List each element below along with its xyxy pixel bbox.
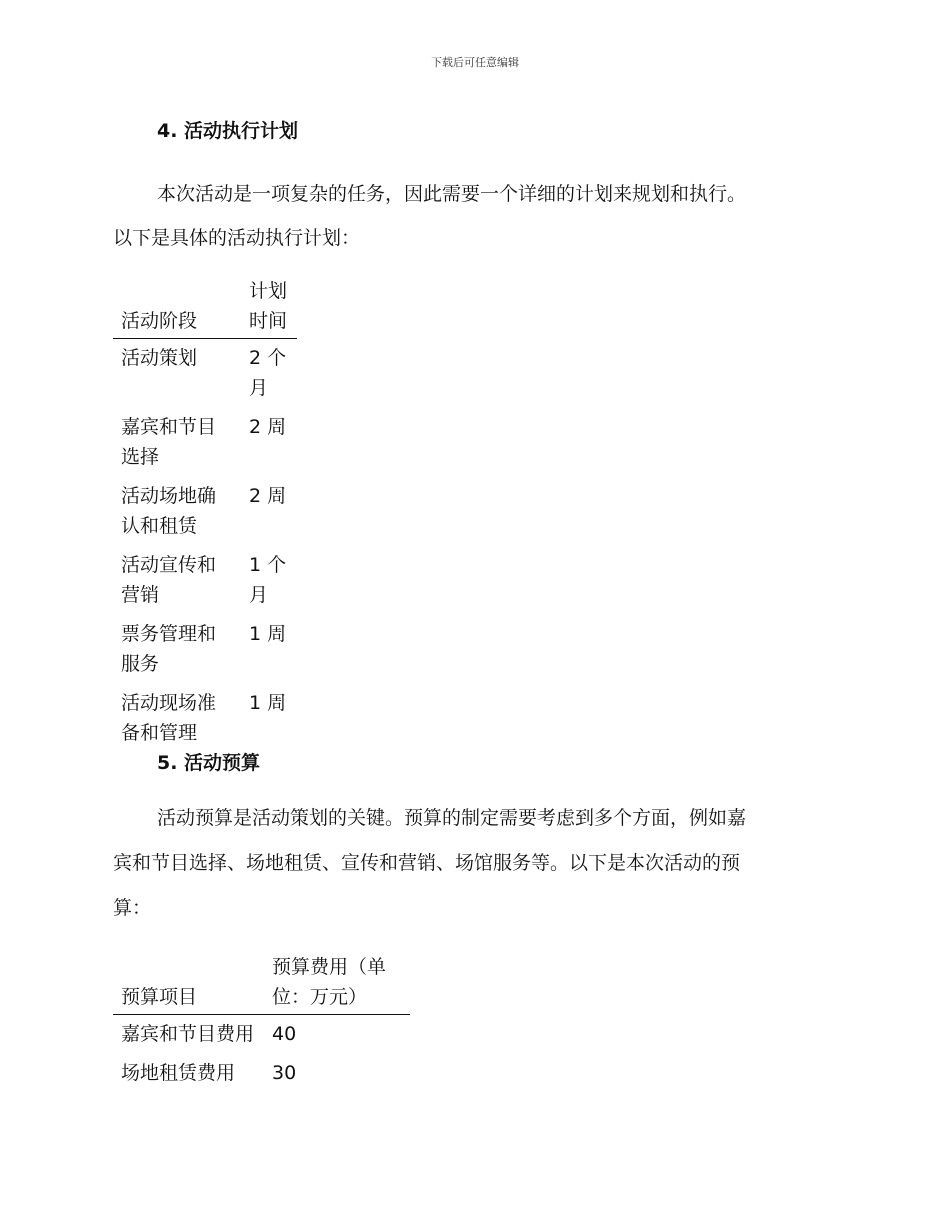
section-5-intro-line-3: 算：	[113, 897, 152, 919]
plan-time-cell: 1 个月	[249, 554, 287, 606]
table-row	[113, 615, 297, 684]
plan-stage-cell: 活动宣传和营销	[121, 554, 217, 606]
budget-table	[113, 952, 410, 1093]
plan-stage-cell: 活动策划	[121, 347, 198, 369]
budget-table-header-cost: 预算费用（单位：万元）	[264, 952, 410, 1015]
plan-table-header-stage: 活动阶段	[113, 276, 241, 339]
plan-stage-cell: 票务管理和服务	[121, 623, 217, 675]
table-row	[113, 477, 297, 546]
plan-table-header-time: 计划时间	[241, 276, 297, 339]
budget-cost-cell: 40	[272, 1023, 297, 1045]
plan-time-cell: 2 周	[249, 416, 287, 438]
section-5-intro	[113, 796, 833, 931]
plan-time-cell: 2 个月	[249, 347, 287, 399]
table-row	[113, 408, 297, 477]
section-5-intro-line-2: 宾和节目选择、场地租赁、宣传和营销、场馆服务等。以下是本次活动的预	[113, 852, 741, 874]
budget-table-header-item: 预算项目	[113, 952, 264, 1015]
table-row	[113, 1015, 410, 1055]
table-row	[113, 339, 297, 409]
section-4-heading: 4. 活动执行计划	[157, 120, 299, 142]
budget-item-cell: 场地租赁费用	[121, 1062, 236, 1084]
plan-stage-cell: 嘉宾和节目选择	[121, 416, 217, 468]
budget-table-header-row	[113, 952, 410, 1015]
table-row	[113, 684, 297, 753]
section-4-intro-line-1: 本次活动是一项复杂的任务，因此需要一个详细的计划来规划和执行。	[157, 183, 747, 205]
budget-item-cell: 嘉宾和节目费用	[121, 1023, 255, 1045]
table-row	[113, 1054, 410, 1093]
section-5-intro-line-1: 活动预算是活动策划的关键。预算的制定需要考虑到多个方面，例如嘉	[157, 807, 747, 829]
section-4-intro-line-2: 以下是具体的活动执行计划：	[113, 227, 361, 249]
plan-table	[113, 276, 297, 753]
plan-table-header-row	[113, 276, 297, 339]
plan-time-cell: 1 周	[249, 623, 287, 645]
section-5-heading: 5. 活动预算	[157, 752, 261, 774]
page-header: 下载后可任意编辑	[431, 56, 519, 69]
plan-time-cell: 2 周	[249, 485, 287, 507]
plan-stage-cell: 活动场地确认和租赁	[121, 485, 217, 537]
table-row	[113, 546, 297, 615]
budget-cost-cell: 30	[272, 1062, 297, 1084]
plan-time-cell: 1 周	[249, 692, 287, 714]
section-4-intro	[113, 172, 833, 260]
plan-stage-cell: 活动现场准备和管理	[121, 692, 217, 744]
